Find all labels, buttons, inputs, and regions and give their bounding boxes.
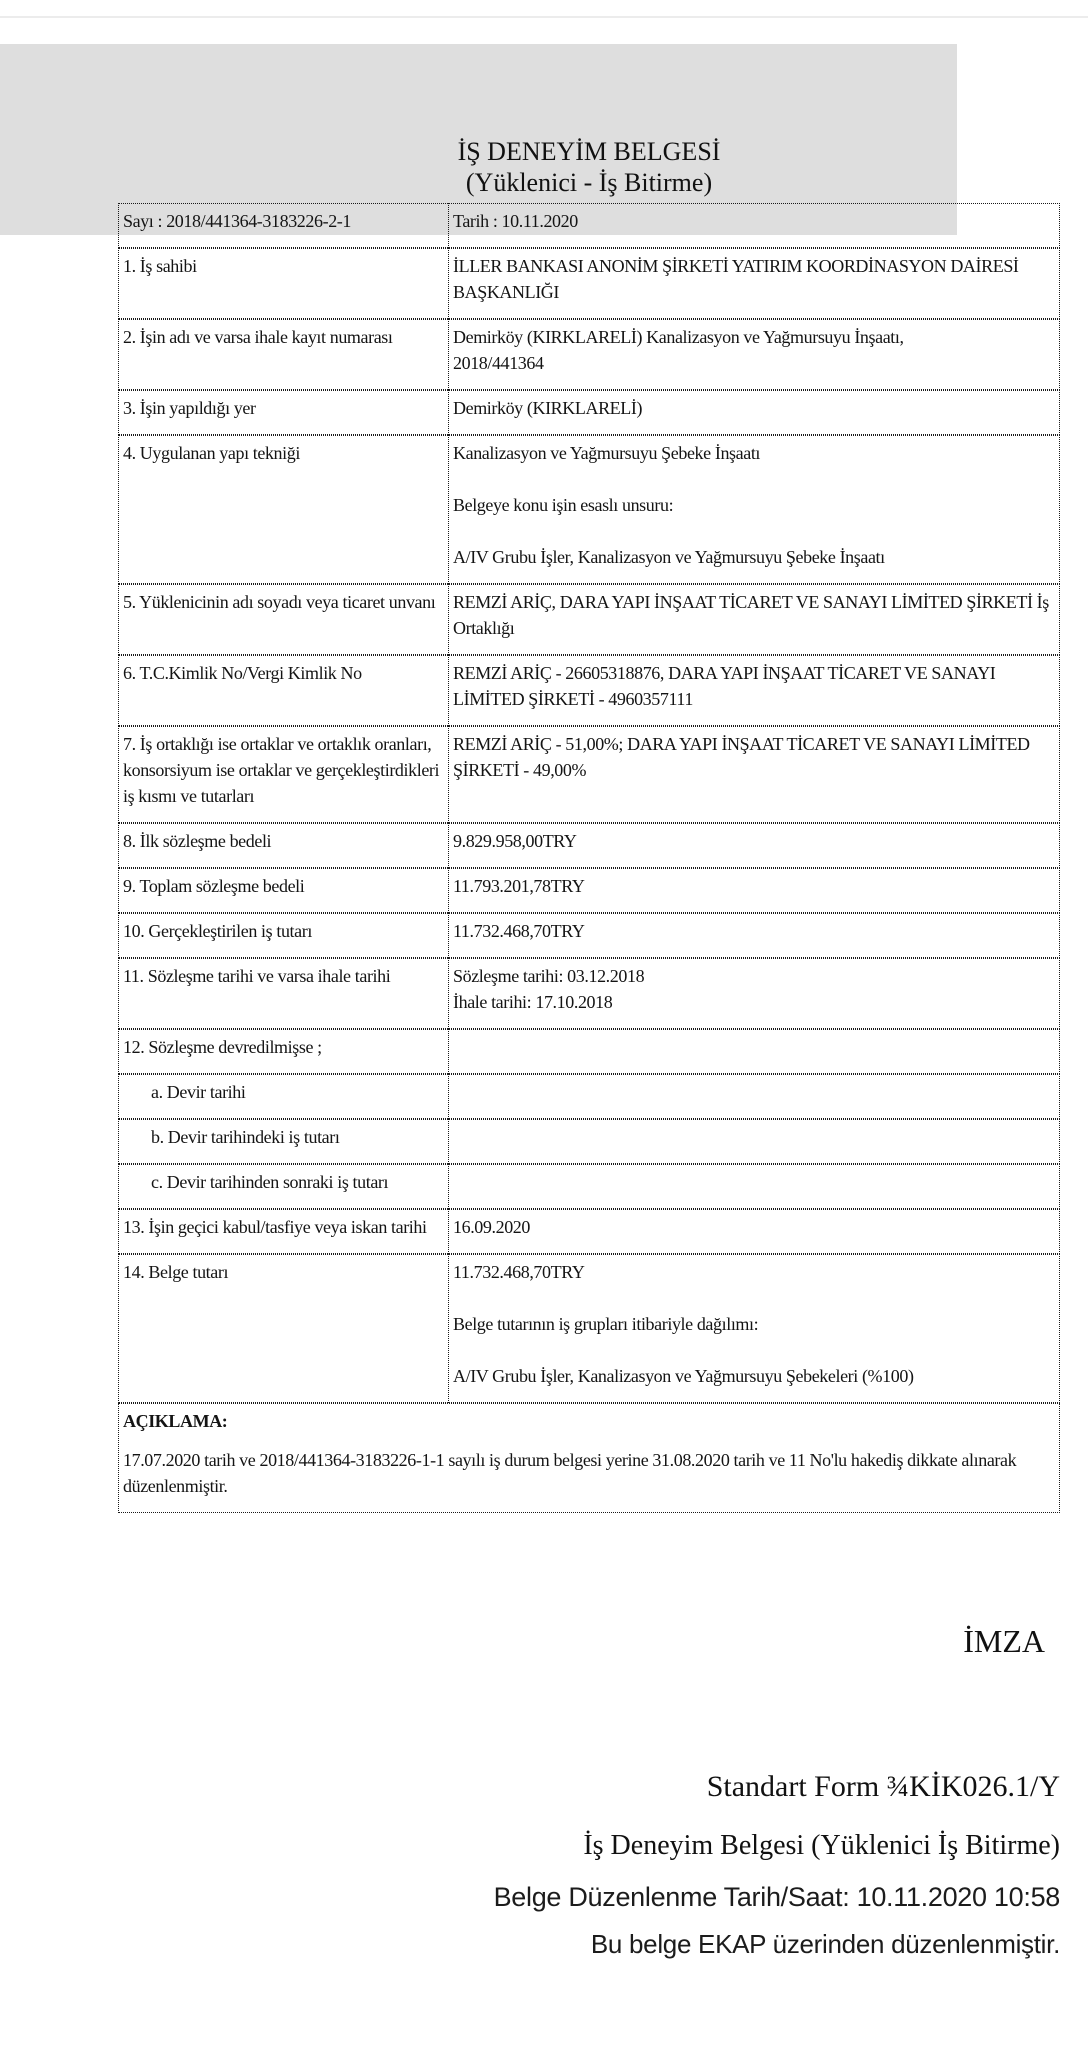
table-row [118, 390, 1060, 435]
table-row [118, 913, 1060, 958]
table-footer-section [118, 1403, 1060, 1513]
aciklama-heading: AÇIKLAMA: [123, 1411, 228, 1431]
table-row [118, 1119, 1060, 1164]
row-value-line: Belge tutarının iş grupları itibariyle dağılımı: [453, 1314, 759, 1334]
row-value-line: 9.829.958,00TRY [453, 831, 577, 851]
row-value-line: Belgeye konu işin esaslı unsuru: [453, 495, 674, 515]
table-row [118, 726, 1060, 823]
aciklama-text: 17.07.2020 tarih ve 2018/441364-3183226-1-1 sayılı iş durum belgesi yerine 31.08.2020 tarih ve 11 No'lu hakediş dikkate alınarak düzenlenmiştir. [123, 1450, 1017, 1496]
document-date: Tarih : 10.11.2020 [448, 203, 1060, 248]
table-row [118, 655, 1060, 726]
row-value [448, 868, 1060, 913]
row-value-line [453, 1034, 1053, 1060]
row-value [448, 1074, 1060, 1119]
row-label: 2. İşin adı ve varsa ihale kayıt numarası [118, 319, 448, 390]
row-value [448, 958, 1060, 1029]
certificate-table [118, 203, 1060, 1513]
row-value-line: 11.732.468,70TRY [453, 921, 585, 941]
table-body [118, 248, 1060, 1403]
row-value-line: Sözleşme tarihi: 03.12.2018 [453, 966, 645, 986]
table-row [118, 435, 1060, 584]
row-value-line: 2018/441364 [453, 353, 544, 373]
document-title [118, 136, 1060, 198]
row-label: 1. İş sahibi [118, 248, 448, 319]
table-row [118, 1029, 1060, 1074]
table-row [118, 248, 1060, 319]
ekap-note: Bu belge EKAP üzerinden düzenlenmiştir. [590, 1929, 1060, 1959]
row-label: b. Devir tarihindeki iş tutarı [118, 1119, 448, 1164]
row-value [448, 1119, 1060, 1164]
row-label: 14. Belge tutarı [118, 1254, 448, 1403]
document-type-label: İş Deneyim Belgesi (Yüklenici İş Bitirme) [583, 1830, 1060, 1861]
row-value [448, 913, 1060, 958]
document-number: Sayı : 2018/441364-3183226-2-1 [118, 203, 448, 248]
row-label: 11. Sözleşme tarihi ve varsa ihale tarihi [118, 958, 448, 1029]
table-row [118, 1074, 1060, 1119]
row-label: 4. Uygulanan yapı tekniği [118, 435, 448, 584]
row-value-line: Demirköy (KIRKLARELİ) [453, 398, 643, 418]
row-label: 8. İlk sözleşme bedeli [118, 823, 448, 868]
row-value [448, 823, 1060, 868]
row-value-line: İhale tarihi: 17.10.2018 [453, 992, 613, 1012]
top-divider-line [0, 16, 1088, 18]
table-row [118, 958, 1060, 1029]
row-value-line: Demirköy (KIRKLARELİ) Kanalizasyon ve Yağmursuyu İnşaatı, [453, 327, 904, 347]
document-title-line2: (Yüklenici - İş Bitirme) [465, 168, 713, 197]
row-value [448, 1029, 1060, 1074]
table-row [118, 823, 1060, 868]
table-row-aciklama [118, 1403, 1060, 1513]
row-value-line [453, 1124, 1053, 1150]
row-value-line [453, 466, 1053, 492]
row-value [448, 390, 1060, 435]
row-value-line [453, 1337, 1053, 1363]
row-value-line: REMZİ ARİÇ - 51,00%; DARA YAPI İNŞAAT TİCARET VE SANAYI LİMİTED ŞİRKETİ - 49,00% [453, 734, 1030, 780]
row-value [448, 248, 1060, 319]
table-row [118, 584, 1060, 655]
table-row [118, 319, 1060, 390]
document-title-line1: İŞ DENEYİM BELGESİ [457, 137, 721, 166]
row-label: 12. Sözleşme devredilmişse ; [118, 1029, 448, 1074]
row-value-line [453, 1079, 1053, 1105]
row-value [448, 584, 1060, 655]
standard-form-number: Standart Form ¾KİK026.1/Y [706, 1770, 1060, 1803]
row-value [448, 435, 1060, 584]
row-label: 9. Toplam sözleşme bedeli [118, 868, 448, 913]
aciklama-cell [118, 1403, 1060, 1513]
table-row [118, 1164, 1060, 1209]
row-value [448, 1209, 1060, 1254]
issue-datetime-label: Belge Düzenlenme Tarih/Saat: 10.11.2020 10:58 [493, 1882, 1060, 1912]
row-value-line: 11.732.468,70TRY [453, 1262, 585, 1282]
row-label: 5. Yüklenicinin adı soyadı veya ticaret unvanı [118, 584, 448, 655]
row-value [448, 726, 1060, 823]
table-row [118, 1254, 1060, 1403]
row-value-line: A/IV Grubu İşler, Kanalizasyon ve Yağmursuyu Şebekeleri (%100) [453, 1366, 914, 1386]
table-row [118, 1209, 1060, 1254]
table-row-header [118, 203, 1060, 248]
row-value [448, 319, 1060, 390]
row-label: 7. İş ortaklığı ise ortaklar ve ortaklık oranları, konsorsiyum ise ortaklar ve gerçekleştirdikleri iş kısmı ve tutarları [118, 726, 448, 823]
row-value-line: 16.09.2020 [453, 1217, 531, 1237]
row-value-line: 11.793.201,78TRY [453, 876, 585, 896]
table-row [118, 868, 1060, 913]
row-value-line [453, 1285, 1053, 1311]
row-label: 6. T.C.Kimlik No/Vergi Kimlik No [118, 655, 448, 726]
row-label: a. Devir tarihi [118, 1074, 448, 1119]
row-value [448, 655, 1060, 726]
row-value-line: A/IV Grubu İşler, Kanalizasyon ve Yağmursuyu Şebeke İnşaatı [453, 547, 885, 567]
row-label: 13. İşin geçici kabul/tasfiye veya iskan tarihi [118, 1209, 448, 1254]
row-label: c. Devir tarihinden sonraki iş tutarı [118, 1164, 448, 1209]
row-value-line [453, 518, 1053, 544]
row-value [448, 1254, 1060, 1403]
row-value-line: Kanalizasyon ve Yağmursuyu Şebeke İnşaatı [453, 443, 761, 463]
row-value [448, 1164, 1060, 1209]
row-label: 10. Gerçekleştirilen iş tutarı [118, 913, 448, 958]
row-value-line: İLLER BANKASI ANONİM ŞİRKETİ YATIRIM KOORDİNASYON DAİRESİ BAŞKANLIĞI [453, 256, 1019, 302]
row-value-line: REMZİ ARİÇ - 26605318876, DARA YAPI İNŞAAT TİCARET VE SANAYI LİMİTED ŞİRKETİ - 4960357111 [453, 663, 996, 709]
row-value-line: REMZİ ARİÇ, DARA YAPI İNŞAAT TİCARET VE SANAYI LİMİTED ŞİRKETİ İş Ortaklığı [453, 592, 1049, 638]
row-label: 3. İşin yapıldığı yer [118, 390, 448, 435]
signature-label: İMZA [963, 1623, 1045, 1659]
row-value-line [453, 1169, 1053, 1195]
